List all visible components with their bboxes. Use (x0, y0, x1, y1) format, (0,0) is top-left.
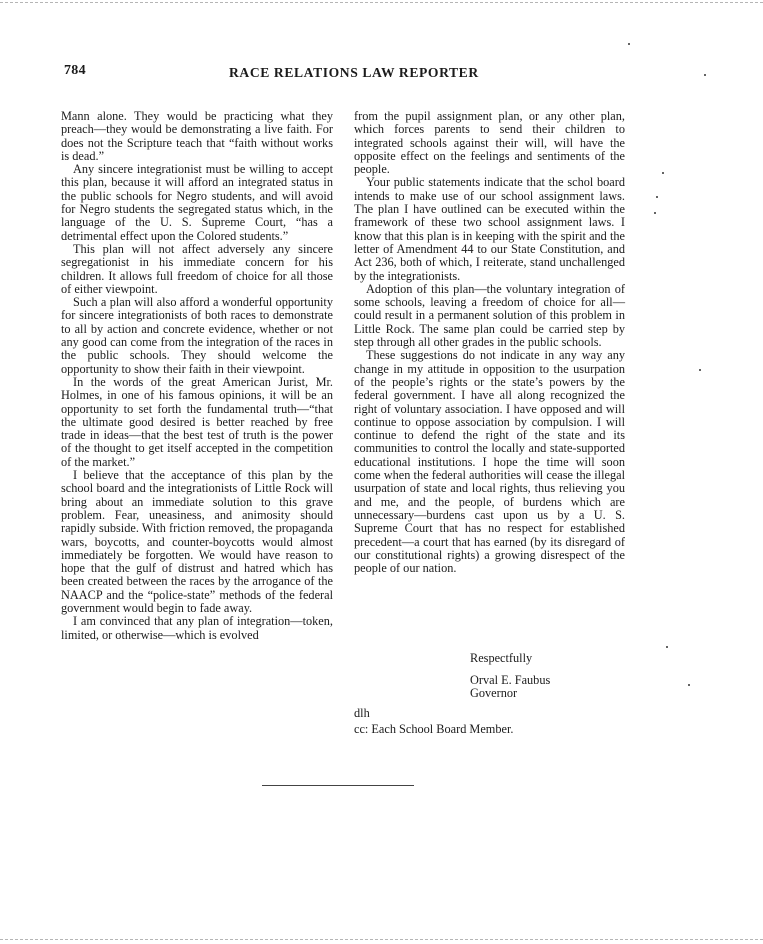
scan-speck (656, 196, 658, 198)
scan-speck (699, 369, 701, 371)
page-number: 784 (64, 63, 86, 78)
closing-salutation: Respectfully (470, 651, 533, 665)
body-paragraph: from the pupil assignment plan, or any other plan, which forces parents to send their children to integrated schools against their will, will have the opposite effect on the feelings and sentiments of the people. (354, 109, 625, 177)
section-separator-rule (262, 785, 414, 786)
scan-speck (628, 43, 630, 45)
scan-speck (704, 74, 706, 76)
signer-title: Governor (470, 686, 518, 700)
bottom-scan-edge (0, 939, 763, 940)
signer-name: Orval E. Faubus (470, 673, 551, 687)
body-paragraph: Your public statements indicate that the schol board intends to make use of our school assignment laws. The plan I have outlined can be executed within the framework of these two school assignment laws. I know that this plan is in keeping with the spirit and the letter of Amendment 44 to our State Constitution, and Act 236, both of which, I reiterate, stand unchallenged by the integrationists. (354, 175, 625, 283)
body-paragraph: These suggestions do not indicate in any way any change in my attitude in opposition to the usurpation of the people’s rights or the state’s powers by the federal government. I have all along recognized the right of voluntary association. I have opposed and will continue to oppose association by compulsion. I will continue to defend the right of the state and its communities to control the locally and state-supported educational institutions. I hope the time will soon come when the federal authorities will cease the illegal usurpation of state and local rights, thus relieving you and me, and the people, of burdens which are unnecessary—burdens cast upon us by a U. S. Supreme Court that has no respect for established precedent—a court that has earned (by its disregard of our constitutional rights) a growing disrespect of the people of our nation. (354, 348, 625, 576)
top-scan-edge (0, 2, 763, 3)
right-column (354, 110, 625, 575)
scan-speck (688, 684, 690, 686)
body-paragraph: Mann alone. They would be practicing what they preach—they would be demonstrating a live faith. For does not the Scripture teach that “faith without works is dead.” (61, 109, 333, 163)
running-head: RACE RELATIONS LAW REPORTER (229, 65, 479, 80)
body-paragraph: Adoption of this plan—the voluntary integration of some schools, leaving a freedom of choice for all—could result in a permanent solution of this problem in Little Rock. The same plan could be carried step by step through all other grades in the public schools. (354, 281, 625, 350)
body-paragraph: This plan will not affect adversely any sincere segregationist in his immediate concern for his children. It allows full freedom of choice for all those of either viewpoint. (61, 241, 333, 296)
body-paragraph: I believe that the acceptance of this plan by the school board and the integrationists of Little Rock will bring about an immediate solution to this grave problem. Fear, uneasiness, and animosity should rapidly subside. With friction removed, the propaganda wars, boycotts, and counter-boycotts would almost immediately be forgotten. We would have reason to hope that the gulf of distrust and hatred which has been created between the races by the arrogance of the NAACP and the “police-state” methods of the federal government would begin to fade away. (61, 468, 333, 615)
left-column (61, 110, 333, 642)
body-paragraph: Such a plan will also afford a wonderful opportunity for sincere integrationists of both races to demonstrate to all by action and concrete evidence, whether or not any good can come from the integration of the races in the public schools. They should welcome the opportunity to show their faith in their viewpoint. (61, 295, 333, 376)
body-paragraph: In the words of the great American Jurist, Mr. Holmes, in one of his famous opinions, it will be an opportunity to set forth the fundamental truth—“that the ultimate good desired is better reached by free trade in ideas—that the best test of truth is the power of the thought to get itself accepted in the competition of the market.” (61, 374, 333, 469)
scan-speck (666, 646, 668, 648)
scan-speck (654, 212, 656, 214)
scan-speck (662, 172, 664, 174)
body-paragraph: I am convinced that any plan of integration—token, limited, or otherwise—which is evolved (61, 614, 333, 642)
carbon-copy-line: cc: Each School Board Member. (354, 722, 514, 736)
typist-initials: dlh (354, 706, 370, 720)
body-paragraph: Any sincere integrationist must be willing to accept this plan, because it will afford an integrated status in the public schools for Negro students, and will avoid for Negro students the segregated status which, in the language of the U. S. Supreme Court, “has a detrimental effect upon the Colored students.” (61, 162, 333, 243)
